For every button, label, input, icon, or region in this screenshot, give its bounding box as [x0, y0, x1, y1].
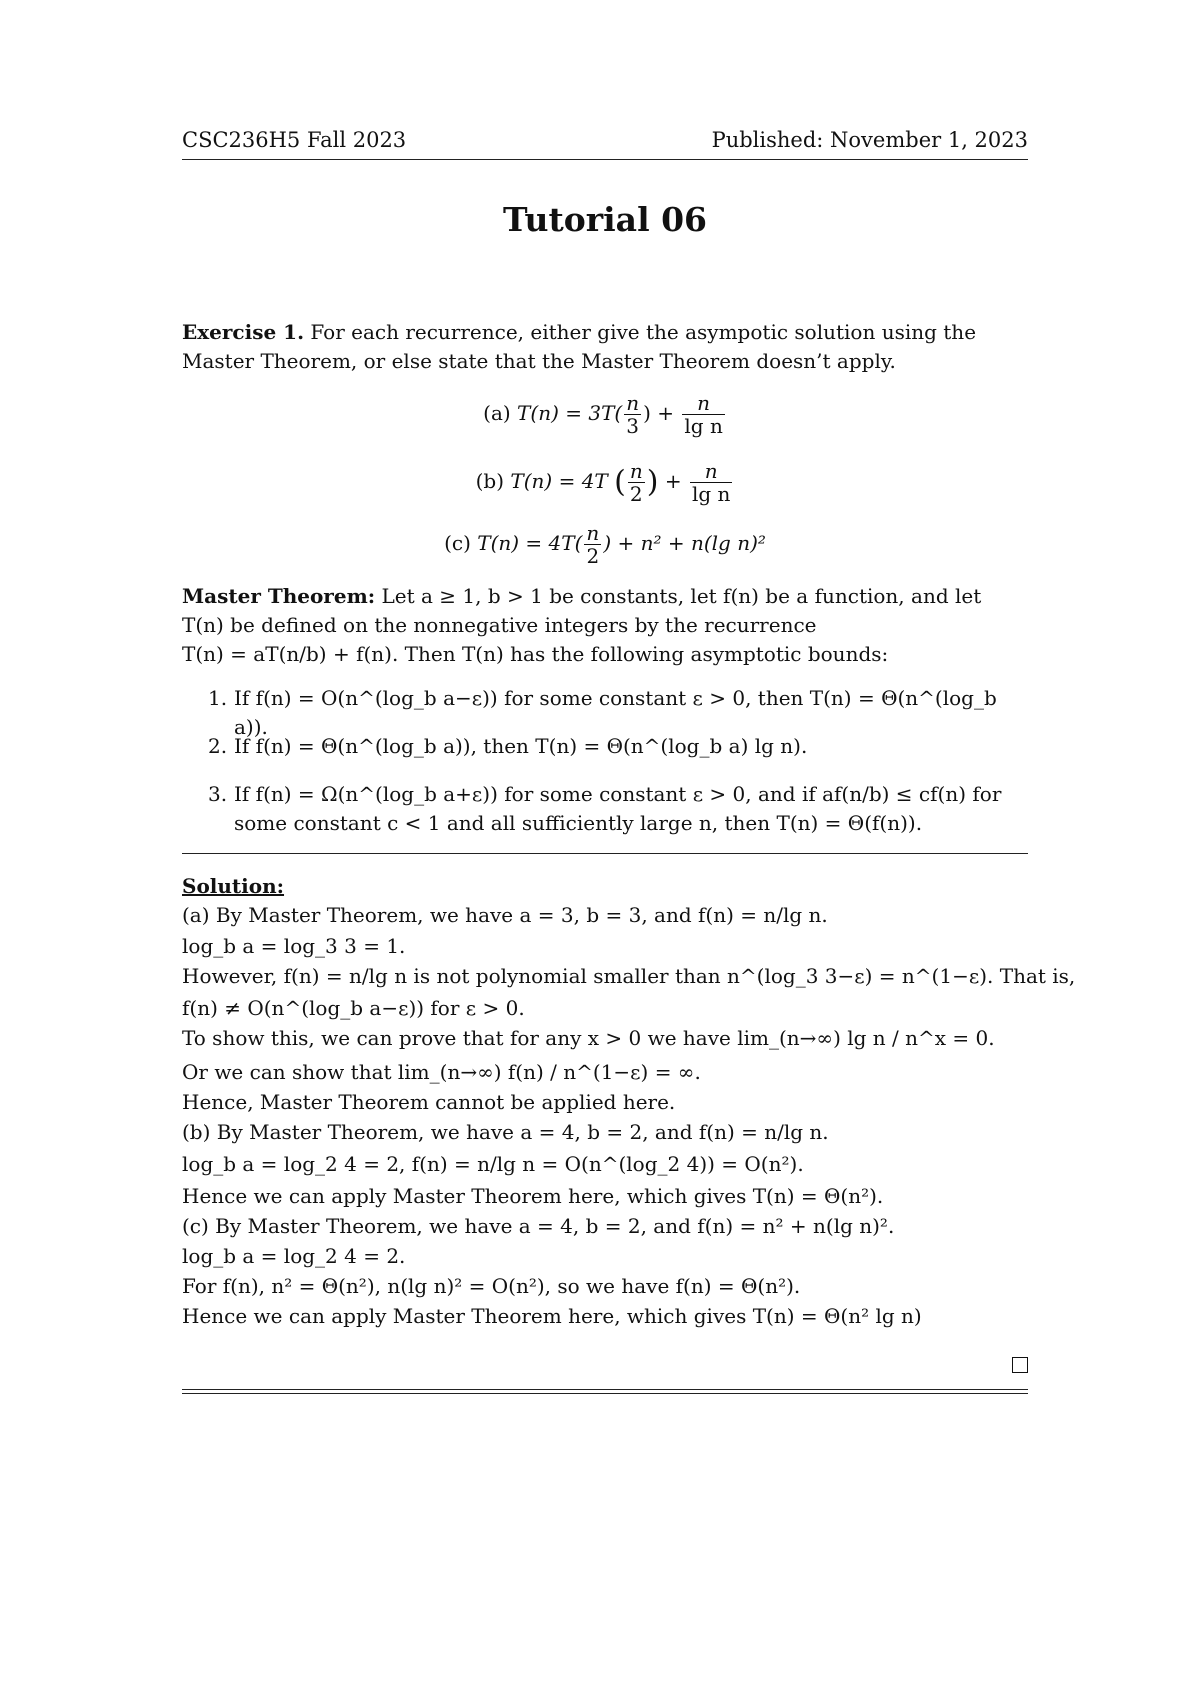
- master-theorem-line2: T(n) be defined on the nonnegative integers by the recurrence: [182, 613, 817, 637]
- exercise-text-line1: For each recurrence, either give the asympotic solution using the: [310, 320, 977, 344]
- exercise-label: Exercise 1.: [182, 320, 305, 344]
- master-theorem-label: Master Theorem:: [182, 584, 376, 608]
- solution-line: Hence we can apply Master Theorem here, which gives T(n) = Θ(n²).: [182, 1184, 884, 1208]
- solution-line: Hence, Master Theorem cannot be applied here.: [182, 1090, 676, 1114]
- solution-line: log_b a = log_2 4 = 2.: [182, 1244, 406, 1268]
- equation-lhs: T(n) = 3T(: [517, 401, 623, 425]
- equation-mid: +: [664, 469, 682, 493]
- fraction: $\frac{n}{2}$: [629, 459, 643, 506]
- fraction: $\frac{n}{\text{lg n}}$: [691, 459, 731, 506]
- solution-line: (a) By Master Theorem, we have a = 3, b = 3, and f(n) = n/lg n.: [182, 903, 828, 927]
- page-header: [182, 128, 1028, 158]
- case-number: 3.: [208, 782, 228, 806]
- case-item: [208, 732, 1028, 761]
- published-date: Published: November 1, 2023: [711, 128, 1028, 152]
- equation-label: (c): [444, 531, 471, 555]
- solution-line: f(n) ≠ O(n^(log_b a−ε)) for ε > 0.: [182, 996, 525, 1020]
- solution-line: log_b a = log_2 4 = 2, f(n) = n/lg n = O(n^(log_2 4)) = O(n²).: [182, 1152, 804, 1176]
- equation-lhs: T(n) = 4T(: [477, 531, 583, 555]
- document-page: [182, 0, 1076, 1698]
- case-text: If f(n) = Ω(n^(log_b a+ε)) for some constant ε > 0, and if af(n/b) ≤ cf(n) for some constant c < 1 and all sufficiently large n, then T(n) = Θ(f(n)).: [234, 782, 1002, 835]
- solution-label: Solution:: [182, 874, 285, 898]
- header-rule: [182, 159, 1028, 160]
- section-rule: [182, 853, 1028, 854]
- equation-mid: ) + n² + n(lg n)²: [603, 531, 766, 555]
- solution-line: To show this, we can prove that for any x > 0 we have lim_(n→∞) lg n / n^x = 0.: [182, 1026, 995, 1050]
- exercise-intro: [182, 318, 1028, 376]
- master-theorem-line3: T(n) = aT(n/b) + f(n). Then T(n) has the following asymptotic bounds:: [182, 642, 889, 666]
- fraction: $\frac{n}{3}$: [626, 391, 640, 438]
- equation-lhs: T(n) = 4T: [510, 469, 608, 493]
- equation-c: [182, 522, 1028, 567]
- case-number: 1.: [208, 686, 228, 710]
- solution-line: log_b a = log_3 3 = 1.: [182, 934, 406, 958]
- fraction: $\frac{n}{2}$: [586, 521, 600, 568]
- page-title: Tutorial 06: [502, 200, 708, 239]
- solution-line: (c) By Master Theorem, we have a = 4, b = 2, and f(n) = n² + n(lg n)².: [182, 1214, 895, 1238]
- end-double-rule: [182, 1389, 1028, 1397]
- equation-b: (b) T(n) = 4T ( $\frac{n}{2}$ ) + $\frac{n}{\text{lg n}}$: [475, 459, 731, 506]
- qed-square-icon: [1012, 1357, 1028, 1373]
- equation-mid: ) +: [643, 401, 675, 425]
- equation-a: [182, 392, 1028, 437]
- solution-line: For f(n), n² = Θ(n²), n(lg n)² = O(n²), so we have f(n) = Θ(n²).: [182, 1274, 801, 1298]
- solution-line: Or we can show that lim_(n→∞) f(n) / n^(1−ε) = ∞.: [182, 1060, 701, 1084]
- case-item: [208, 780, 1028, 838]
- solution-line: Hence we can apply Master Theorem here, which gives T(n) = Θ(n² lg n): [182, 1304, 922, 1328]
- solution-line: (b) By Master Theorem, we have a = 4, b = 2, and f(n) = n/lg n.: [182, 1120, 829, 1144]
- equation-label: (b): [475, 469, 505, 493]
- equation-label: (a): [483, 401, 511, 425]
- case-text: If f(n) = Θ(n^(log_b a)), then T(n) = Θ(n^(log_b a) lg n).: [234, 734, 808, 758]
- master-theorem: [182, 582, 1028, 669]
- case-number: 2.: [208, 734, 228, 758]
- exercise-text-line2: Master Theorem, or else state that the Master Theorem doesn’t apply.: [182, 349, 896, 373]
- case-text: If f(n) = O(n^(log_b a−ε)) for some constant ε > 0, then T(n) = Θ(n^(log_b a)).: [234, 686, 997, 739]
- solution-line: However, f(n) = n/lg n is not polynomial smaller than n^(log_3 3−ε) = n^(1−ε). That is,: [182, 964, 1076, 988]
- master-theorem-line1: Let a ≥ 1, b > 1 be constants, let f(n) be a function, and let: [381, 584, 982, 608]
- fraction: $\frac{n}{\text{lg n}}$: [684, 391, 723, 438]
- course-code: CSC236H5 Fall 2023: [182, 128, 407, 152]
